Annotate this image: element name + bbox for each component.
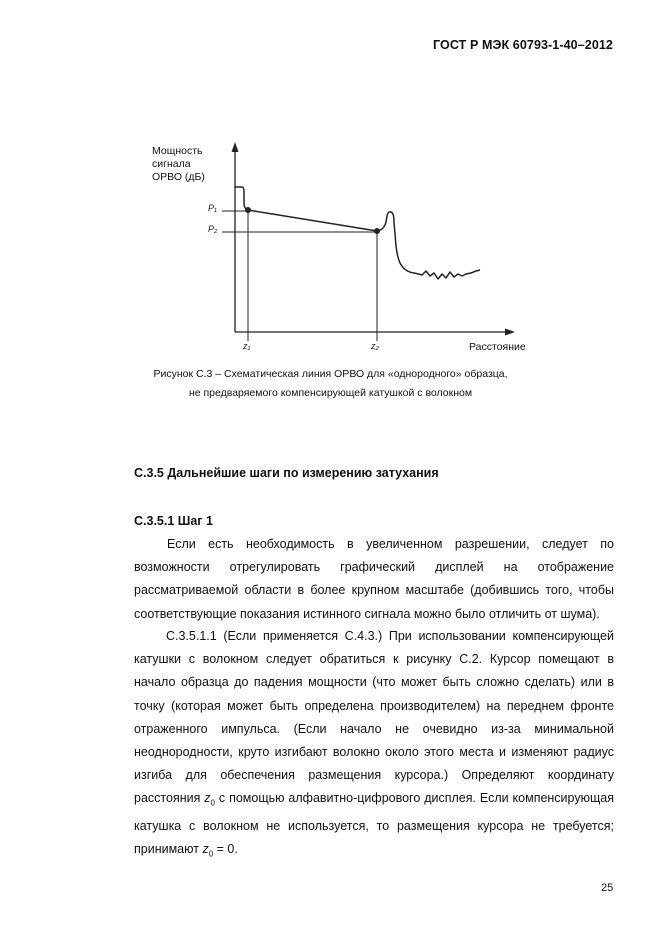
document-header: ГОСТ Р МЭК 60793-1-40–2012 — [433, 38, 613, 52]
subsection-heading: С.3.5.1 Шаг 1 — [134, 514, 213, 528]
z0-subscript: 0 — [210, 798, 215, 808]
otdr-trace-line — [235, 187, 480, 279]
z0-symbol: z — [202, 842, 209, 857]
z1-label: z₁ — [243, 341, 251, 351]
y-axis-label — [152, 145, 205, 184]
page-number: 25 — [601, 882, 614, 894]
paragraph-2-text-c: = 0. — [213, 842, 238, 857]
z2-label: z₂ — [371, 341, 379, 351]
figure-caption-line-1: Рисунок С.3 – Схематическая линия ОРВО для «однородного» образца, — [153, 368, 508, 380]
paragraph-2 — [134, 625, 614, 866]
paragraph-2-text-b: с помощью алфавитно-цифрового дисплея. Если компенсирующая катушка с волокном не используется, то размещения курсора не требуется; принимают — [134, 791, 614, 857]
paragraph-2-text-a: С.3.5.1.1 (Если применяется С.4.3.) При использовании компенсирующей катушки с волокном следует обратиться к рисунку С.2. Курсор помещают в начало образца до падения мощности (что может быть сложно сделать) или в точку (которая может быть определена производителем) на переднем фронте отраженного импульса. (Если начало не очевидно из-за минимальной неоднородности, круто изгибают волокно около этого места и изменяют радиус изгиба для обеспечения размещения курсора.) Определяют координату расстояния — [134, 629, 614, 806]
z0-subscript: 0 — [208, 849, 214, 859]
p2-label: P₂ — [208, 224, 218, 234]
x-axis-label: Расстояние — [469, 341, 526, 353]
cursor-point-z1 — [245, 207, 251, 213]
paragraph-1-text: Если есть необходимость в увеличенном разрешении, следует по возможности отрегулировать графический дисплей на отображение рассматриваемой области в более крупном масштабе (добившись того, чтобы соответствующие показания истинного сигнала можно было отличить от шума). — [134, 537, 614, 621]
y-axis-label-line: сигнала — [152, 158, 191, 170]
figure-caption-line-2: не предваряемого компенсирующей катушкой с волокном — [188, 387, 473, 399]
section-heading: С.3.5 Дальнейшие шаги по измерению затухания — [134, 466, 439, 480]
y-axis-label-line: Мощность — [152, 145, 203, 157]
cursor-point-z2 — [374, 228, 380, 234]
paragraph-1 — [134, 533, 614, 626]
y-axis-label-line: ОРВО (дБ) — [152, 171, 205, 183]
z0-symbol: z — [204, 791, 211, 806]
y-axis-arrow — [232, 142, 239, 152]
p1-label: P₁ — [208, 203, 217, 213]
otdr-trace-figure — [140, 136, 540, 366]
x-axis-arrow — [505, 329, 515, 336]
